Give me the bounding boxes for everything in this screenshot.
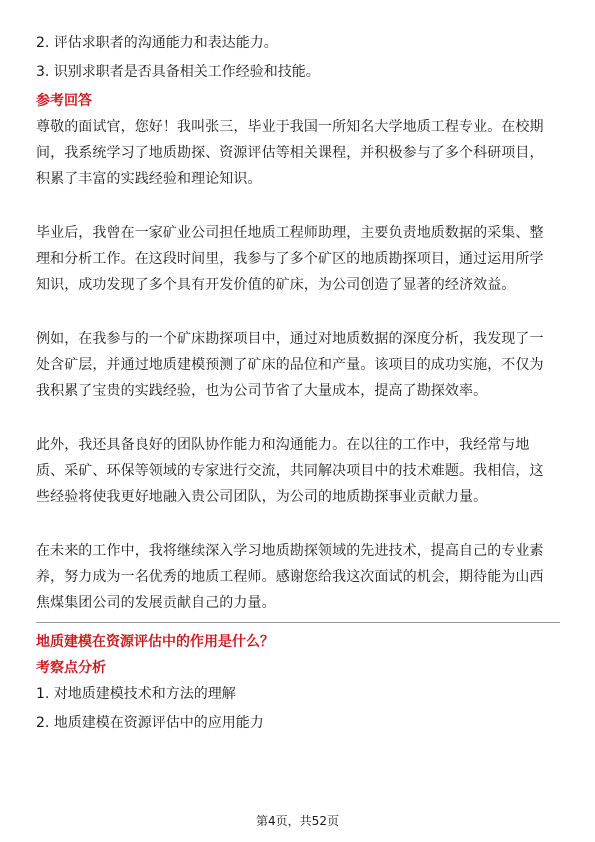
text-line: 质、采矿、环保等领域的专家进行交流，共同解决项目中的技术难题。我相信，这: [36, 463, 544, 479]
text-line: 知识，成功发现了多个具有开发价值的矿床，为公司创造了显著的经济效益。: [36, 277, 516, 293]
text-line: 积累了丰富的实践经验和理论知识。: [36, 171, 262, 187]
analysis-item: 2. 地质建模在资源评估中的应用能力: [36, 715, 264, 731]
text-line: 养，努力成为一名优秀的地质工程师。感谢您给我这次面试的机会，期待能为山西: [36, 569, 544, 585]
answer-paragraph: [36, 114, 560, 192]
text-line: 焦煤集团公司的发展贡献自己的力量。: [36, 595, 276, 611]
answer-heading: 参考回答: [36, 93, 92, 109]
answer-paragraph: [36, 538, 560, 616]
answer-paragraph: [36, 220, 560, 298]
text-line: 间，我系统学习了地质勘探、资源评估等相关课程，并积极参与了多个科研项目，: [36, 145, 544, 161]
text-line: 此外，我还具备良好的团队协作能力和沟通能力。在以往的工作中，我经常与地: [36, 437, 530, 453]
text-line: 例如，在我参与的一个矿床勘探项目中，通过对地质数据的深度分析，我发现了一: [36, 331, 544, 347]
answer-body: [36, 114, 560, 616]
criteria-item: 2. 评估求职者的沟通能力和表达能力。: [36, 35, 278, 51]
analysis-list: [36, 681, 560, 739]
analysis-item: 1. 对地质建模技术和方法的理解: [36, 686, 236, 702]
text-line: 处含矿层，并通过地质建模预测了矿床的品位和产量。该项目的成功实施，不仅为: [36, 357, 544, 373]
text-line: 理和分析工作。在这段时间里，我参与了多个矿区的地质勘探项目，通过运用所学: [36, 251, 544, 267]
section-divider: [36, 622, 560, 623]
page-content: [36, 30, 560, 739]
text-line: 我积累了宝贵的实践经验，也为公司节省了大量成本，提高了勘探效率。: [36, 383, 488, 399]
answer-paragraph: [36, 326, 560, 404]
analysis-heading: 考察点分析: [36, 660, 106, 676]
text-line: 在未来的工作中，我将继续深入学习地质勘探领域的先进技术，提高自己的专业素: [36, 543, 544, 559]
criteria-item: 3. 识别求职者是否具备相关工作经验和技能。: [36, 64, 320, 80]
text-line: 尊敬的面试官，您好！我叫张三，毕业于我国一所知名大学地质工程专业。在校期: [36, 119, 544, 135]
criteria-list: [36, 30, 560, 88]
text-line: 些经验将使我更好地融入贵公司团队，为公司的地质勘探事业贡献力量。: [36, 489, 488, 505]
page-footer: 第4页，共52页: [256, 814, 339, 828]
text-line: 毕业后，我曾在一家矿业公司担任地质工程师助理，主要负责地质数据的采集、整: [36, 225, 544, 241]
answer-paragraph: [36, 432, 560, 510]
question-title: 地质建模在资源评估中的作用是什么？: [36, 634, 274, 650]
